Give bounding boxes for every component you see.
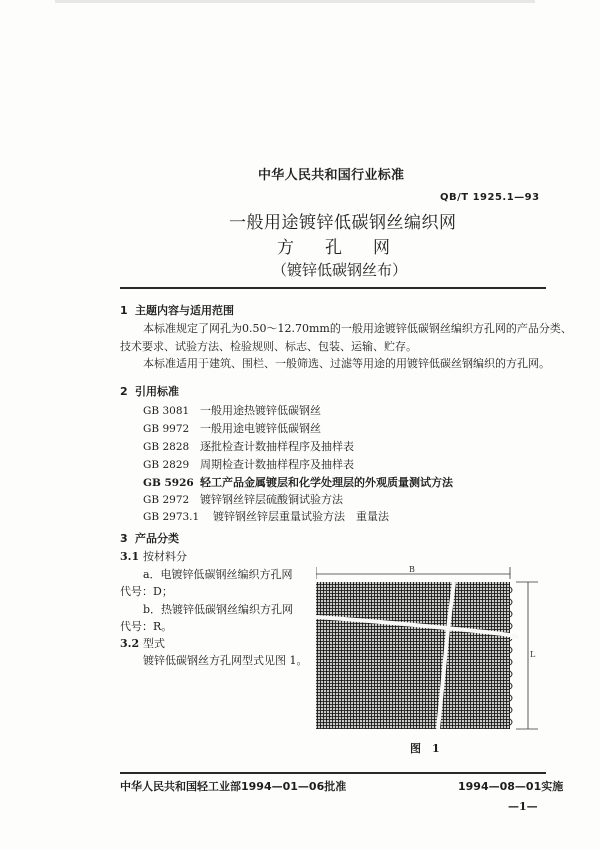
subsection-3-1-heading [120,548,187,564]
page-number: —1— [508,800,538,813]
reference-title: 逐批检查计数抽样程序及抽样表 [200,440,354,453]
effective-date: 1994—08—01实施 [458,780,564,793]
figure-caption [410,740,454,756]
document-title: 一般用途镀锌低碳钢丝编织网 [229,213,457,233]
mesh-illustration [316,565,556,750]
code-line: 代号：R。 [120,620,173,633]
figure-woven-mesh [316,565,556,750]
reference-title: 一般用途电镀锌低碳钢丝 [200,422,321,435]
reference-code: GB 9972 [143,423,190,435]
reference-title: 一般用途热镀锌低碳钢丝 [200,404,321,417]
reference-code: GB 2828 [143,441,190,453]
reference-title: 轻工产品金属镀层和化学处理层的外观质量测试方法 [200,476,453,489]
reference-code: GB 5926 [143,477,194,489]
section-title: 产品分类 [135,532,179,545]
header-divider [120,287,546,289]
subtitle-char: 方 [277,238,294,258]
caption-number: 1 [432,742,440,755]
list-item: a．电镀锌低碳钢丝编织方孔网 [143,568,293,581]
subtitle-char: 网 [373,238,390,258]
section-title: 主题内容与适用范围 [135,304,234,317]
list-item: b．热镀锌低碳钢丝编织方孔网 [143,603,294,616]
section-number: 3 [120,532,128,545]
reference-item [143,402,321,418]
subsection-title: 型式 [143,637,165,650]
section-3-heading [120,530,179,546]
reference-title: 镀锌钢丝锌层重量试验方法 重量法 [213,510,389,523]
paragraph: 技术要求、试验方法、检验规则、标志、包装、运输、贮存。 [120,340,417,353]
standard-code: QB/T 1925.1—93 [440,192,540,203]
section-number: 2 [120,385,128,398]
reference-item [143,456,354,472]
subsection-title: 按材料分 [143,550,187,563]
reference-title: 镀锌钢丝锌层硫酸铜试验方法 [200,493,343,506]
subsection-3-2-heading [120,635,165,651]
reference-title: 周期检查计数抽样程序及抽样表 [200,458,354,471]
subsection-number: 3.2 [120,637,140,650]
reference-item [143,474,453,490]
paragraph: 镀锌低碳钢丝方孔网型式见图 1。 [143,654,308,667]
reference-item [143,508,389,524]
caption-prefix: 图 [410,742,421,755]
code-line: 代号：D； [120,585,173,598]
reference-item [143,491,343,507]
reference-item [143,438,354,454]
section-1-heading [120,302,234,318]
approval-line: 中华人民共和国轻工业部1994—01—06批准 [120,780,347,793]
reference-code: GB 2829 [143,459,190,471]
reference-code: GB 2973.1 [143,511,200,523]
reference-code: GB 2972 [143,494,190,506]
standard-type-header: 中华人民共和国行业标准 [258,168,405,183]
scan-artifact [55,0,535,3]
section-number: 1 [120,304,128,317]
reference-code: GB 3081 [143,405,190,417]
subsection-number: 3.1 [120,550,140,563]
paragraph: 本标准适用于建筑、围栏、一般筛选、过滤等用途的用镀锌低碳丝钢编织的方孔网。 [143,357,550,370]
dimension-l-label: L [530,650,536,659]
subtitle-char: 孔 [325,238,342,258]
document-alt-name: （镀锌低碳钢丝布） [272,261,408,279]
reference-item [143,420,321,436]
document-subtitle [277,233,421,258]
section-title: 引用标准 [135,385,179,398]
dimension-b-label: B [409,565,415,574]
footer-divider [120,772,546,774]
section-2-heading [120,383,179,399]
paragraph: 本标准规定了网孔为0.50～12.70mm的一般用途镀锌低碳钢丝编织方孔网的产品分类、 [143,322,572,335]
